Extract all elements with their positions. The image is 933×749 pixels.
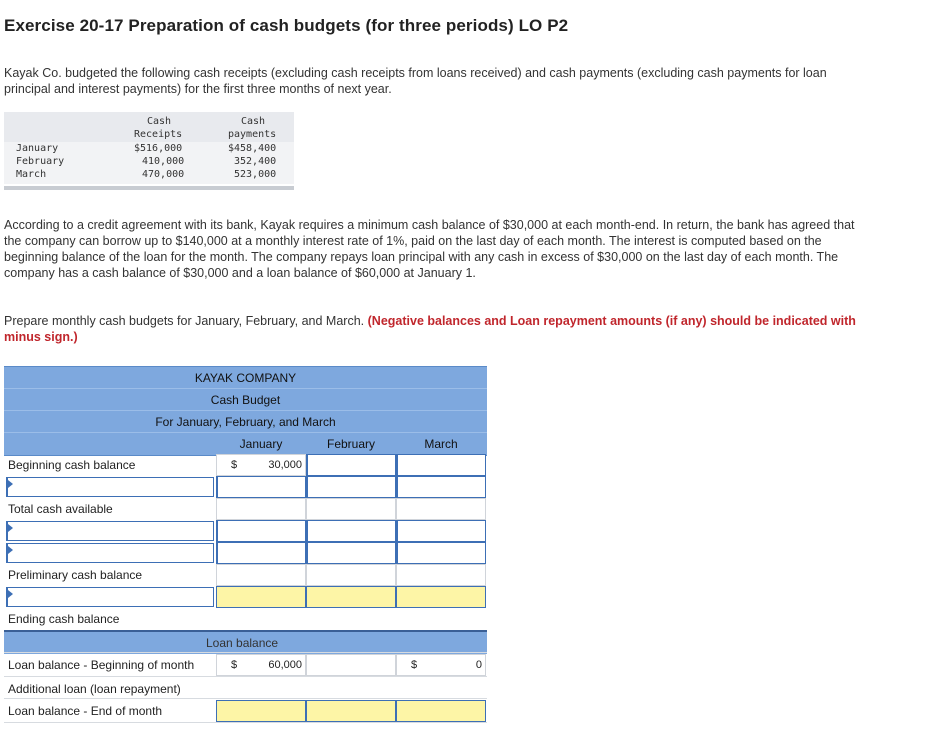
row-march-input[interactable]: [396, 586, 486, 608]
loan-balance-heading: Loan balance: [206, 636, 279, 650]
row-february-input[interactable]: [306, 586, 396, 608]
ending-cash-row: [4, 608, 487, 630]
row-february-input[interactable]: [306, 476, 396, 498]
preliminary-cash-march: [396, 564, 486, 586]
preliminary-cash-february: [306, 564, 396, 586]
beginning-cash-february-input[interactable]: [306, 454, 396, 476]
given-payments: 523,000: [234, 169, 277, 180]
preliminary-cash-january: [216, 564, 306, 586]
given-data-table: [4, 112, 294, 190]
loan-begin-february: [306, 654, 396, 676]
dropdown-arrow-icon[interactable]: [8, 546, 13, 554]
given-receipts: $516,000: [134, 143, 183, 154]
col-header-january: January: [239, 437, 283, 451]
row-january-input[interactable]: [216, 476, 306, 498]
loan-begin-march-value: 0: [475, 659, 482, 671]
beginning-cash-row: [4, 454, 487, 476]
loan-begin-label: Loan balance - Beginning of month: [8, 658, 195, 672]
instruction-main: Prepare monthly cash budgets for January, February, and March.: [4, 314, 365, 328]
receipts-header-1: Cash: [147, 116, 172, 127]
total-cash-row: [4, 498, 487, 520]
row-label-input[interactable]: [6, 521, 214, 541]
given-receipts: 470,000: [142, 169, 185, 180]
loan-activity-input-row: [4, 586, 487, 608]
instruction-warning: (Negative balances and Loan repayment amounts (if any) should be indicated with minus sign.): [4, 314, 856, 344]
loan-begin-row: [4, 654, 487, 676]
payments-header-2: payments: [228, 129, 277, 140]
beginning-cash-january: [216, 454, 306, 476]
row-march-input[interactable]: [396, 542, 486, 564]
loan-end-january-input[interactable]: [216, 700, 306, 722]
dollar-sign: $: [231, 459, 238, 471]
given-payments: $458,400: [228, 143, 277, 154]
agreement-text: According to a credit agreement with its bank, Kayak requires a minimum cash balance of $30,000 at each month-end. In return, the bank has agreed that the company can borrow up to $140,000 at a monthly interest rate of 1%, paid on the last day of each month. The interest is computed based on the beginning balance of the loan for the month. The company repays loan principal with any cash in excess of $30,000 on the last day of each month. The company has a cash balance of $30,000 and a loan balance of $60,000 at January 1.: [4, 218, 855, 280]
dollar-sign: $: [231, 659, 238, 671]
given-payments: 352,400: [234, 156, 277, 167]
total-cash-february: [306, 498, 396, 520]
total-cash-label: Total cash available: [8, 502, 113, 516]
given-month: February: [16, 156, 65, 167]
loan-end-label: Loan balance - End of month: [8, 704, 163, 718]
row-january-input[interactable]: [216, 586, 306, 608]
loan-balance-section: [4, 630, 487, 654]
loan-end-february-input[interactable]: [306, 700, 396, 722]
interest-input-row: [4, 542, 487, 564]
given-month: March: [16, 169, 47, 180]
payments-input-row: [4, 520, 487, 542]
total-cash-march: [396, 498, 486, 520]
column-header-row: [4, 432, 487, 456]
loan-begin-january-value: 60,000: [268, 659, 302, 671]
row-january-input[interactable]: [216, 520, 306, 542]
preliminary-cash-label: Preliminary cash balance: [8, 568, 143, 582]
loan-begin-january: [216, 654, 306, 676]
given-receipts: 410,000: [142, 156, 185, 167]
given-month: January: [16, 143, 59, 154]
row-label-input[interactable]: [6, 543, 214, 563]
dropdown-arrow-icon[interactable]: [8, 480, 13, 488]
row-march-input[interactable]: [396, 476, 486, 498]
company-name: KAYAK COMPANY: [4, 366, 487, 389]
receipts-input-row: [4, 476, 487, 498]
row-march-input[interactable]: [396, 520, 486, 542]
additional-loan-row: [4, 678, 487, 700]
intro-text: Kayak Co. budgeted the following cash receipts (excluding cash receipts from loans received) and cash payments (excluding cash payments for loan principal and interest payments) for the first three months of next year.: [4, 66, 827, 96]
row-label-input[interactable]: [6, 587, 214, 607]
instruction-text: [4, 313, 864, 345]
ending-cash-label: Ending cash balance: [8, 612, 120, 626]
payments-header-1: Cash: [241, 116, 266, 127]
row-february-input[interactable]: [306, 542, 396, 564]
dropdown-arrow-icon[interactable]: [8, 524, 13, 532]
dollar-sign: $: [411, 659, 418, 671]
additional-loan-label: Additional loan (loan repayment): [8, 682, 181, 696]
dropdown-arrow-icon[interactable]: [8, 590, 13, 598]
statement-name: Cash Budget: [4, 388, 487, 411]
col-header-february: February: [326, 437, 376, 451]
loan-end-march-input[interactable]: [396, 700, 486, 722]
row-february-input[interactable]: [306, 520, 396, 542]
col-header-march: March: [424, 437, 458, 451]
loan-begin-march: [396, 654, 486, 676]
total-cash-january: [216, 498, 306, 520]
beginning-cash-march-input[interactable]: [396, 454, 486, 476]
beginning-cash-january-value: 30,000: [268, 459, 302, 471]
receipts-header-2: Receipts: [134, 129, 183, 140]
loan-end-row: [4, 700, 487, 722]
beginning-cash-label: Beginning cash balance: [8, 458, 136, 472]
preliminary-cash-row: [4, 564, 487, 586]
row-label-input[interactable]: [6, 477, 214, 497]
row-january-input[interactable]: [216, 542, 306, 564]
exercise-title: Exercise 20-17 Preparation of cash budgets (for three periods) LO P2: [4, 16, 569, 35]
period-label: For January, February, and March: [4, 410, 487, 433]
